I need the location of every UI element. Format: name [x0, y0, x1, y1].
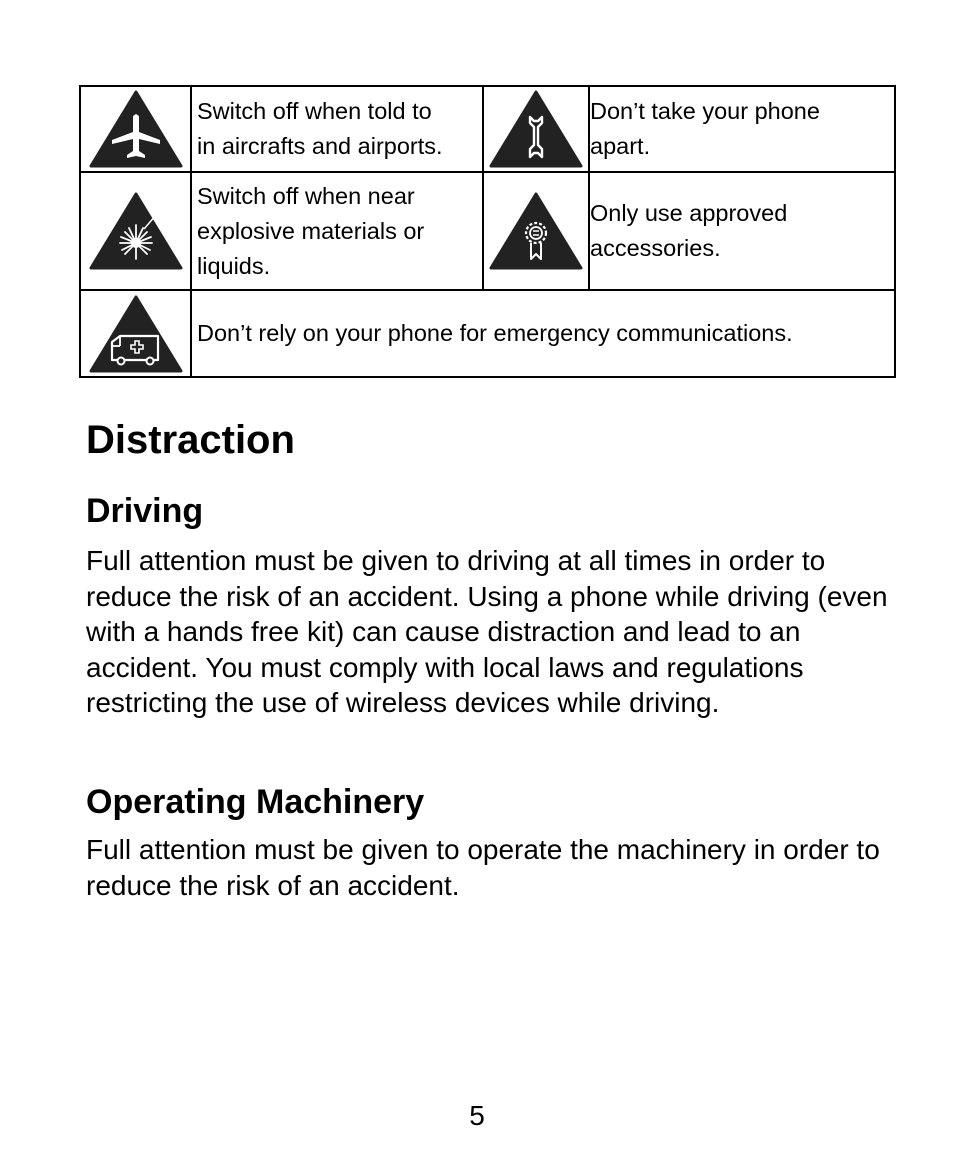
table-row	[80, 86, 895, 172]
machinery-paragraph: Full attention must be given to operate the machinery in order to reduce the risk of an accident.	[86, 834, 880, 901]
warning-text-cell	[191, 86, 483, 172]
safety-warnings-table	[79, 85, 896, 378]
section-title: Distraction	[86, 418, 295, 462]
page-number: 5	[469, 1100, 485, 1131]
machinery-heading: Operating Machinery	[86, 783, 425, 821]
icon-cell	[80, 86, 191, 172]
accessories-warning-text: Only use approved accessories.	[590, 200, 788, 261]
icon-cell	[80, 172, 191, 290]
approved-badge-warning-icon	[488, 191, 584, 271]
airplane-warning-icon	[88, 89, 184, 169]
explosion-warning-icon	[88, 191, 184, 271]
emergency-warning-text: Don’t rely on your phone for emergency communications.	[197, 320, 793, 346]
driving-paragraph: Full attention must be given to driving at all times in order to reduce the risk of an accident. Using a phone while driving (even with a hands free kit) can cause distraction and lead to an accident. You must comply with local laws and regulations restricting the use of wireless devices while driving.	[86, 545, 888, 718]
warning-text-cell	[589, 172, 895, 290]
apart-warning-text: Don’t take your phone apart.	[590, 98, 820, 159]
warning-text-cell	[589, 86, 895, 172]
aircraft-warning-text: Switch off when told to in aircrafts and airports.	[197, 98, 443, 159]
warning-text-cell	[191, 290, 895, 377]
table-row	[80, 172, 895, 290]
ambulance-warning-icon	[88, 294, 184, 374]
icon-cell	[483, 172, 589, 290]
icon-cell	[483, 86, 589, 172]
icon-cell	[80, 290, 191, 377]
explosive-warning-text: Switch off when near explosive materials or liquids.	[197, 182, 425, 279]
table-row	[80, 290, 895, 377]
wrench-warning-icon	[488, 89, 584, 169]
warning-text-cell	[191, 172, 483, 290]
driving-heading: Driving	[86, 492, 204, 530]
